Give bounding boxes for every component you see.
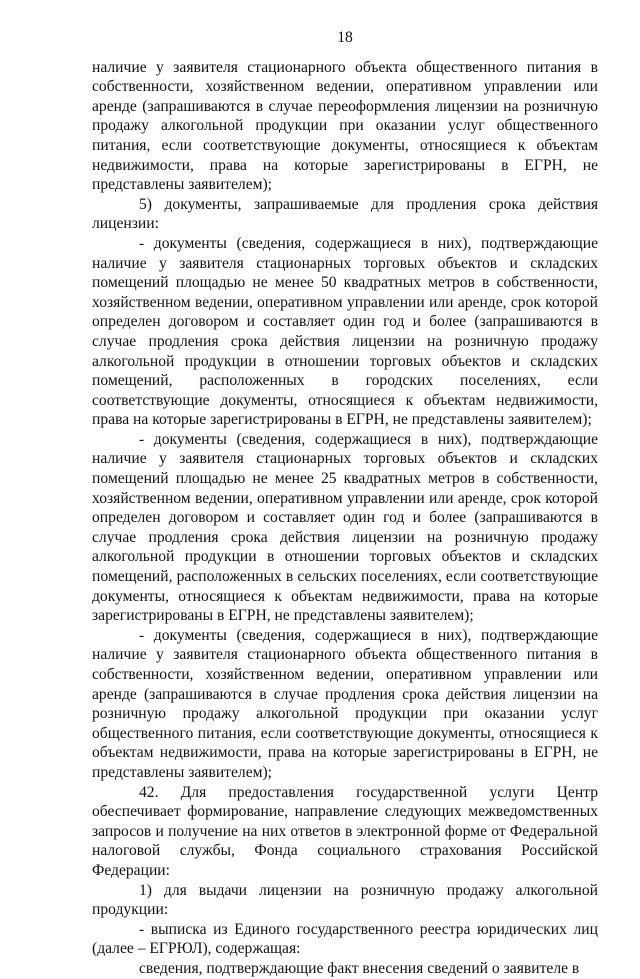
paragraph: - документы (сведения, содержащиеся в них), подтверждающие наличие у заявителя стационарных торговых объектов и складских помещений площадью не менее 25 квадратных метров в собственности, хозяйственном ведении, оперативном управлении или аренде, срок которой определен договором и составляет один год и более (запрашиваются в случае продления срока действия лицензии на розничную продажу алкогольной продукции в отношении торговых объектов и складских помещений, расположенных в сельских поселениях, если соответствующие документы, относящиеся к объектам недвижимости, права на которые зарегистрированы в ЕГРН, не представлены заявителем); [92, 430, 598, 625]
document-body [92, 58, 598, 979]
paragraph: - документы (сведения, содержащиеся в них), подтверждающие наличие у заявителя стационарных торговых объектов и складских помещений площадью не менее 50 квадратных метров в собственности, хозяйственном ведении, оперативном управлении или аренде, срок которой определен договором и составляет один год и более (запрашиваются в случае продления срока действия лицензии на розничную продажу алкогольной продукции в отношении торговых объектов и складских помещений, расположенных в городских поселениях, если соответствующие документы, относящиеся к объектам недвижимости, права на которые зарегистрированы в ЕГРН, не представлены заявителем); [92, 234, 598, 429]
paragraph: 42. Для предоставления государственной услуги Центр обеспечивает формирование, направление следующих межведомственных запросов и получение на них ответов в электронной форме от Федеральной налоговой службы, Фонда социального страхования Российской Федерации: [92, 783, 598, 879]
paragraph: - выписка из Единого государственного реестра юридических лиц (далее – ЕГРЮЛ), содержащая: [92, 920, 598, 958]
paragraph: - документы (сведения, содержащиеся в них), подтверждающие наличие у заявителя стационарного объекта общественного питания в собственности, хозяйственном ведении, оперативном управлении или аренде (запрашиваются в случае продления срока действия лицензии на розничную продажу алкогольной продукции при оказании услуг общественного питания, если соответствующие документы, относящиеся к объектам недвижимости, права на которые зарегистрированы в ЕГРН, не представлены заявителем); [92, 626, 598, 781]
paragraph: сведения, подтверждающие факт внесения сведений о заявителе в [139, 959, 580, 977]
paragraph: 5) документы, запрашиваемые для продления срока действия лицензии: [92, 195, 598, 233]
page-number: 18 [337, 29, 353, 46]
paragraph: наличие у заявителя стационарного объекта общественного питания в собственности, хозяйственном ведении, оперативном управлении или аренде (запрашиваются в случае переоформления лицензии на розничную продажу алкогольной продукции при оказании услуг общественного питания, если соответствующие документы, относящиеся к объектам недвижимости, права на которые зарегистрированы в ЕГРН, не представлены заявителем); [92, 58, 598, 194]
paragraph: 1) для выдачи лицензии на розничную продажу алкогольной продукции: [92, 881, 598, 919]
document-page [92, 28, 598, 979]
